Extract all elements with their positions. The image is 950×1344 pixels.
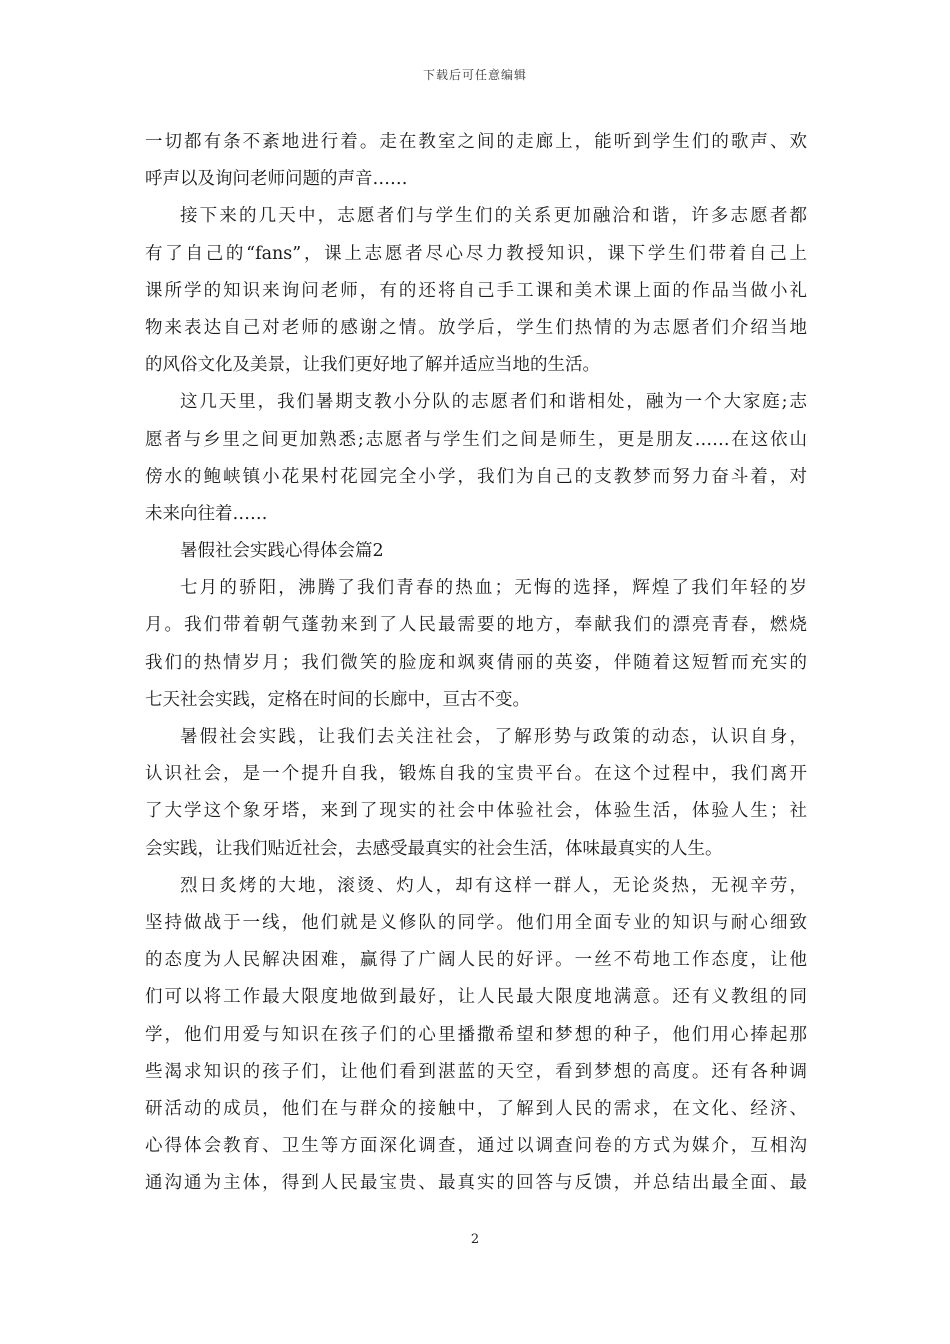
text-line: 暑假社会实践，让我们去关注社会，了解形势与政策的动态，认识自身， <box>180 727 807 747</box>
text-line: 这几天里，我们暑期支教小分队的志愿者们和谐相处，融为一个大家庭;志 <box>180 392 807 413</box>
text-line: 认识社会，是一个提升自我，锻炼自我的宝贵平台。在这个过程中，我们离开 <box>145 764 807 785</box>
text-line: 课所学的知识来询问老师，有的还将自己手工课和美术课上面的作品当做小礼 <box>145 280 807 301</box>
text-line: 暑假社会实践心得体会篇2 <box>180 541 384 562</box>
text-line: 物来表达自己对老师的感谢之情。放学后，学生们热情的为志愿者们介绍当地 <box>145 317 807 338</box>
text-line: 研活动的成员，他们在与群众的接触中，了解到人民的需求，在文化、经济、 <box>145 1098 807 1119</box>
text-line: 通沟通为主体，得到人民最宝贵、最真实的回答与反馈，并总结出最全面、最 <box>145 1173 807 1194</box>
text-line: 们可以将工作最大限度地做到最好，让人民最大限度地满意。还有义教组的同 <box>145 987 807 1008</box>
text-line: 我们的热情岁月；我们微笑的脸庞和飒爽倩丽的英姿，伴随着这短暂而充实的 <box>145 652 807 673</box>
page-header: 下载后可任意编辑 <box>422 68 527 82</box>
text-line: 会实践，让我们贴近社会，去感受最真实的社会生活，体味最真实的人生。 <box>145 838 723 859</box>
document-body <box>145 124 807 1202</box>
text-line: 的态度为人民解决困难，赢得了广阔人民的好评。一丝不苟地工作态度，让他 <box>145 950 807 971</box>
text-line: 七天社会实践，定格在时间的长廊中，亘古不变。 <box>145 689 530 710</box>
text-line: 有了自己的“fans”，课上志愿者尽心尽力教授知识，课下学生们带着自己上 <box>145 243 807 264</box>
text-line: 些渴求知识的孩子们，让他们看到湛蓝的天空，看到梦想的高度。还有各种调 <box>145 1061 807 1082</box>
text-line: 一切都有条不紊地进行着。走在教室之间的走廊上，能听到学生们的歌声、欢 <box>145 132 807 152</box>
text-line: 了大学这个象牙塔，来到了现实的社会中体验社会，体验生活，体验人生；社 <box>145 801 807 822</box>
text-line: 呼声以及询问老师问题的声音…… <box>145 169 408 190</box>
text-line: 七月的骄阳，沸腾了我们青春的热血；无悔的选择，辉煌了我们年轻的岁 <box>180 578 807 599</box>
text-line: 学，他们用爱与知识在孩子们的心里播撒希望和梦想的种子，他们用心捧起那 <box>145 1024 807 1045</box>
text-line: 的风俗文化及美景，让我们更好地了解并适应当地的生活。 <box>145 355 600 376</box>
text-line: 未来向往着…… <box>145 503 268 524</box>
text-line: 坚持做战于一线，他们就是义修队的同学。他们用全面专业的知识与耐心细致 <box>145 912 807 933</box>
text-line: 愿者与乡里之间更加熟悉;志愿者与学生们之间是师生，更是朋友……在这依山 <box>145 429 807 450</box>
text-line: 烈日炙烤的大地，滚烫、灼人，却有这样一群人，无论炎热，无视辛劳， <box>180 875 807 896</box>
text-line: 接下来的几天中，志愿者们与学生们的关系更加融洽和谐，许多志愿者都 <box>180 206 807 227</box>
page-number: 2 <box>470 1232 480 1247</box>
text-line: 心得体会教育、卫生等方面深化调查，通过以调查问卷的方式为媒介，互相沟 <box>145 1136 807 1157</box>
text-line: 月。我们带着朝气蓬勃来到了人民最需要的地方，奉献我们的漂亮青春，燃烧 <box>145 615 807 636</box>
text-line: 傍水的鲍峡镇小花果村花园完全小学，我们为自己的支教梦而努力奋斗着，对 <box>145 466 807 487</box>
